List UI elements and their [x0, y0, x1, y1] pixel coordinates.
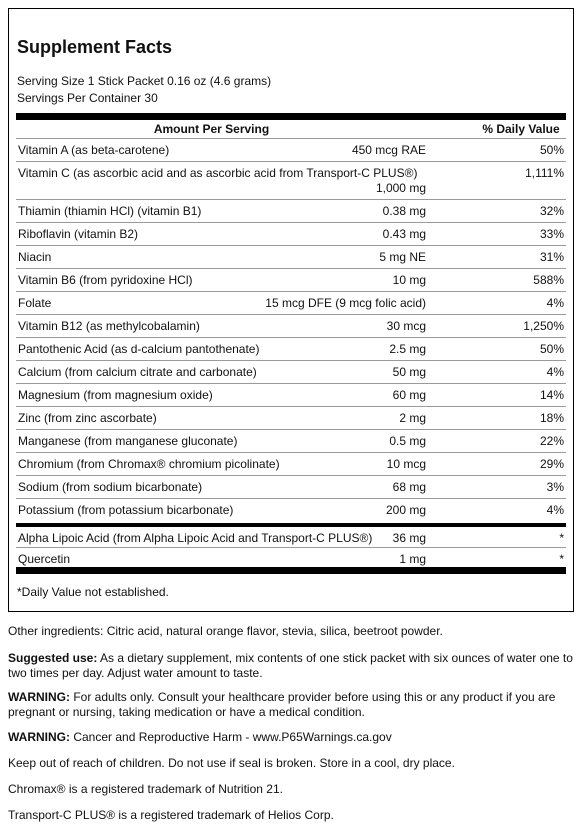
- nutrient-amount: 2.5 mg: [389, 342, 426, 356]
- nutrient-name: Sodium (from sodium bicarbonate): [18, 480, 203, 494]
- nutrient-name: Vitamin B6 (from pyridoxine HCl): [18, 273, 193, 287]
- nutrient-row: [16, 138, 566, 161]
- nutrient-dv: 4%: [546, 296, 564, 310]
- nutrient-name: Calcium (from calcium citrate and carbonate): [18, 365, 257, 379]
- nutrient-amount: 2 mg: [399, 411, 426, 425]
- nutrient-row: [16, 475, 566, 498]
- warning-label: WARNING:: [8, 730, 70, 744]
- nutrient-amount: 15 mcg DFE (9 mcg folic acid): [265, 296, 426, 310]
- nutrient-row: [16, 199, 566, 222]
- nutrient-dv: 14%: [539, 388, 564, 402]
- other-ingredients: Other ingredients: Citric acid, natural orange flavor, stevia, silica, beetroot powder.: [8, 624, 443, 638]
- warning-label: WARNING:: [8, 690, 70, 704]
- warning-text: For adults only. Consult your healthcare provider before using this or any product if you are pregnant or nursing, taking medication or have a medical condition.: [8, 690, 556, 719]
- suggested-use-text: As a dietary supplement, mix contents of one stick packet with six ounces of water one to two times per day. Adjust water amount to taste.: [8, 651, 573, 680]
- nutrient-dv: 50%: [539, 342, 564, 356]
- storage-note: Keep out of reach of children. Do not use if seal is broken. Store in a cool, dry place.: [8, 756, 455, 770]
- trademark-chromax: Chromax® is a registered trademark of Nutrition 21.: [8, 782, 283, 796]
- serving-size: Serving Size 1 Stick Packet 0.16 oz (4.6 grams): [17, 74, 272, 88]
- nutrient-name: Riboflavin (vitamin B2): [18, 227, 139, 241]
- nutrient-dv: 4%: [546, 365, 564, 379]
- warning-text: Cancer and Reproductive Harm - www.P65Warnings.ca.gov: [70, 730, 392, 744]
- nutrient-row: [16, 291, 566, 314]
- nutrient-dv: 33%: [539, 227, 564, 241]
- top-divider: [16, 113, 566, 120]
- nutrient-amount: 68 mg: [392, 480, 426, 494]
- nutrient-amount: 60 mg: [392, 388, 426, 402]
- panel-title: Supplement Facts: [17, 37, 173, 57]
- nutrient-name: Folate: [18, 296, 52, 310]
- supplement-facts-panel: [8, 8, 574, 612]
- nutrient-amount: 200 mg: [385, 503, 426, 517]
- nutrient-dv: 32%: [539, 204, 564, 218]
- nutrient-dv: 3%: [546, 480, 564, 494]
- nutrient-amount: 10 mg: [392, 273, 426, 287]
- nutrient-name: Pantothenic Acid (as d-calcium pantothenate): [18, 342, 260, 356]
- nutrient-name: Magnesium (from magnesium oxide): [18, 388, 213, 402]
- nutrient-amount: 36 mg: [392, 531, 426, 545]
- nutrient-row: [16, 547, 566, 567]
- nutrient-row: [16, 268, 566, 291]
- nutrient-row: [16, 527, 566, 547]
- nutrient-row: [16, 429, 566, 452]
- nutrient-amount: 1,000 mg: [375, 181, 426, 195]
- nutrient-amount: 0.43 mg: [382, 227, 426, 241]
- nutrient-row: [16, 222, 566, 245]
- nutrient-row: [16, 452, 566, 475]
- nutrient-dv: 18%: [539, 411, 564, 425]
- nutrient-name: Vitamin B12 (as methylcobalamin): [18, 319, 200, 333]
- nutrient-dv: *: [559, 552, 564, 566]
- nutrient-row: [16, 360, 566, 383]
- nutrient-row: [16, 314, 566, 337]
- nutrient-row: [16, 383, 566, 406]
- trademark-transport-c: Transport-C PLUS® is a registered trademark of Helios Corp.: [8, 808, 334, 822]
- nutrient-amount: 1 mg: [399, 552, 426, 566]
- nutrient-dv: 1,250%: [523, 319, 564, 333]
- servings-per-container: Servings Per Container 30: [17, 91, 158, 105]
- nutrient-dv: 588%: [533, 273, 564, 287]
- nutrient-row: [16, 498, 566, 523]
- nutrient-dv: 29%: [539, 457, 564, 471]
- nutrient-name: Chromium (from Chromax® chromium picolinate): [18, 457, 280, 471]
- nutrient-amount: 450 mcg RAE: [351, 143, 426, 157]
- nutrient-name: Niacin: [18, 250, 52, 264]
- nutrient-name: Vitamin A (as beta-carotene): [18, 143, 170, 157]
- nutrient-dv: 31%: [539, 250, 564, 264]
- daily-value-footnote: *Daily Value not established.: [17, 585, 169, 599]
- nutrient-row: [16, 161, 566, 199]
- nutrient-dv: *: [559, 531, 564, 545]
- nutrient-dv: 4%: [546, 503, 564, 517]
- nutrient-amount: 0.38 mg: [382, 204, 426, 218]
- nutrient-amount: 10 mcg: [386, 457, 426, 471]
- suggested-use-label: Suggested use:: [8, 651, 98, 665]
- nutrient-name: Thiamin (thiamin HCl) (vitamin B1): [18, 204, 202, 218]
- warning-general: [8, 690, 578, 720]
- nutrient-amount: 5 mg NE: [379, 250, 426, 264]
- nutrient-name: Zinc (from zinc ascorbate): [18, 411, 157, 425]
- nutrient-amount: 30 mcg: [386, 319, 426, 333]
- nutrient-row: [16, 245, 566, 268]
- warning-prop65: [8, 730, 578, 745]
- nutrient-name: Quercetin: [18, 552, 71, 566]
- nutrient-amount: 50 mg: [392, 365, 426, 379]
- nutrient-name: Manganese (from manganese gluconate): [18, 434, 238, 448]
- nutrient-row: [16, 406, 566, 429]
- amount-per-serving-header: Amount Per Serving: [153, 122, 270, 136]
- nutrient-amount: 0.5 mg: [389, 434, 426, 448]
- nutrient-dv: 22%: [539, 434, 564, 448]
- suggested-use: [8, 651, 578, 681]
- daily-value-header: % Daily Value: [482, 122, 560, 136]
- nutrient-row: [16, 337, 566, 360]
- nutrient-name: Potassium (from potassium bicarbonate): [18, 503, 234, 517]
- nutrient-name: Vitamin C (as ascorbic acid and as ascorbic acid from Transport-C PLUS®): [18, 166, 418, 180]
- bottom-divider: [16, 567, 566, 574]
- nutrient-dv: 1,111%: [525, 166, 564, 180]
- nutrient-dv: 50%: [539, 143, 564, 157]
- nutrient-name: Alpha Lipoic Acid (from Alpha Lipoic Acid and Transport-C PLUS®): [18, 531, 373, 545]
